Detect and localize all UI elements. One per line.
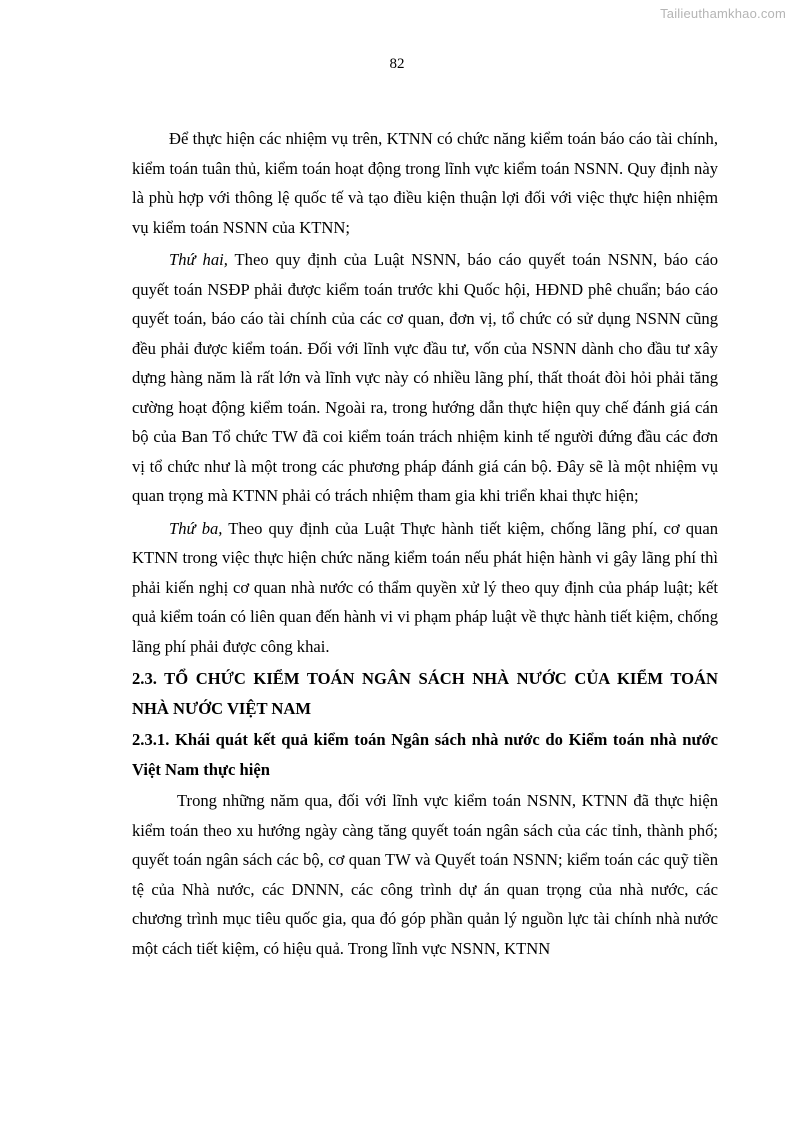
- paragraph-2-text: Theo quy định của Luật NSNN, báo cáo quyết toán NSNN, báo cáo quyết toán NSĐP phải được kiểm toán trước khi Quốc hội, HĐND phê chuẩn; báo cáo quyết toán, báo cáo tài chính của các cơ quan, đơn vị, tổ chức có sử dụng NSNN cũng đều phải được kiểm toán. Đối với lĩnh vực đầu tư, vốn của NSNN dành cho đầu tư xây dựng hàng năm là rất lớn và lĩnh vực này có nhiều lãng phí, thất thoát đòi hỏi phải tăng cường hoạt động kiểm toán. Ngoài ra, trong hướng dẫn thực hiện quy chế đánh giá cán bộ của Ban Tổ chức TW đã coi kiểm toán trách nhiệm kinh tế người đứng đầu các đơn vị tổ chức như là một trong các phương pháp đánh giá cán bộ. Đây sẽ là một nhiệm vụ quan trọng mà KTNN phải có trách nhiệm tham gia khi triển khai thực hiện;: [132, 250, 718, 505]
- paragraph-3-lead: Thứ ba,: [169, 518, 223, 538]
- paragraph-2: [132, 245, 718, 511]
- paragraph-3-text: Theo quy định của Luật Thực hành tiết kiệm, chống lãng phí, cơ quan KTNN trong việc thực hiện chức năng kiểm toán nếu phát hiện hành vi gây lãng phí thì phải kiến nghị cơ quan nhà nước có thẩm quyền xử lý theo quy định của pháp luật; kết quả kiểm toán có liên quan đến hành vi vi phạm pháp luật về thực hành tiết kiệm, chống lãng phí phải được công khai.: [132, 518, 719, 656]
- paragraph-1: Để thực hiện các nhiệm vụ trên, KTNN có chức năng kiểm toán báo cáo tài chính, kiểm toán tuân thủ, kiểm toán hoạt động trong lĩnh vực kiểm toán NSNN. Quy định này là phù hợp với thông lệ quốc tế và tạo điều kiện thuận lợi đối với việc thực hiện nhiệm vụ kiểm toán NSNN của KTNN;: [132, 129, 718, 237]
- section-heading-2-3: 2.3. TỔ CHỨC KIỂM TOÁN NGÂN SÁCH NHÀ NƯỚC CỦA KIỂM TOÁN NHÀ NƯỚC VIỆT NAM: [132, 669, 718, 718]
- section-heading-2-3-1: 2.3.1. Khái quát kết quả kiểm toán Ngân sách nhà nước do Kiểm toán nhà nước Việt Nam thực hiện: [132, 730, 718, 779]
- paragraph-4: Trong những năm qua, đối với lĩnh vực kiểm toán NSNN, KTNN đã thực hiện kiểm toán theo xu hướng ngày càng tăng quyết toán ngân sách của các tỉnh, thành phố; quyết toán ngân sách các bộ, cơ quan TW và Quyết toán NSNN; kiểm toán các quỹ tiền tệ của Nhà nước, các DNNN, các công trình dự án quan trọng của nhà nước, các chương trình mục tiêu quốc gia, qua đó góp phần quản lý nguồn lực tài chính nhà nước một cách tiết kiệm, có hiệu quả. Trong lĩnh vực NSNN, KTNN: [132, 791, 718, 958]
- paragraph-3: [132, 514, 718, 662]
- watermark: Tailieuthamkhao.com: [660, 6, 786, 21]
- document-body: [132, 124, 718, 966]
- paragraph-2-lead: Thứ hai,: [169, 250, 228, 269]
- page-number: 82: [389, 56, 405, 72]
